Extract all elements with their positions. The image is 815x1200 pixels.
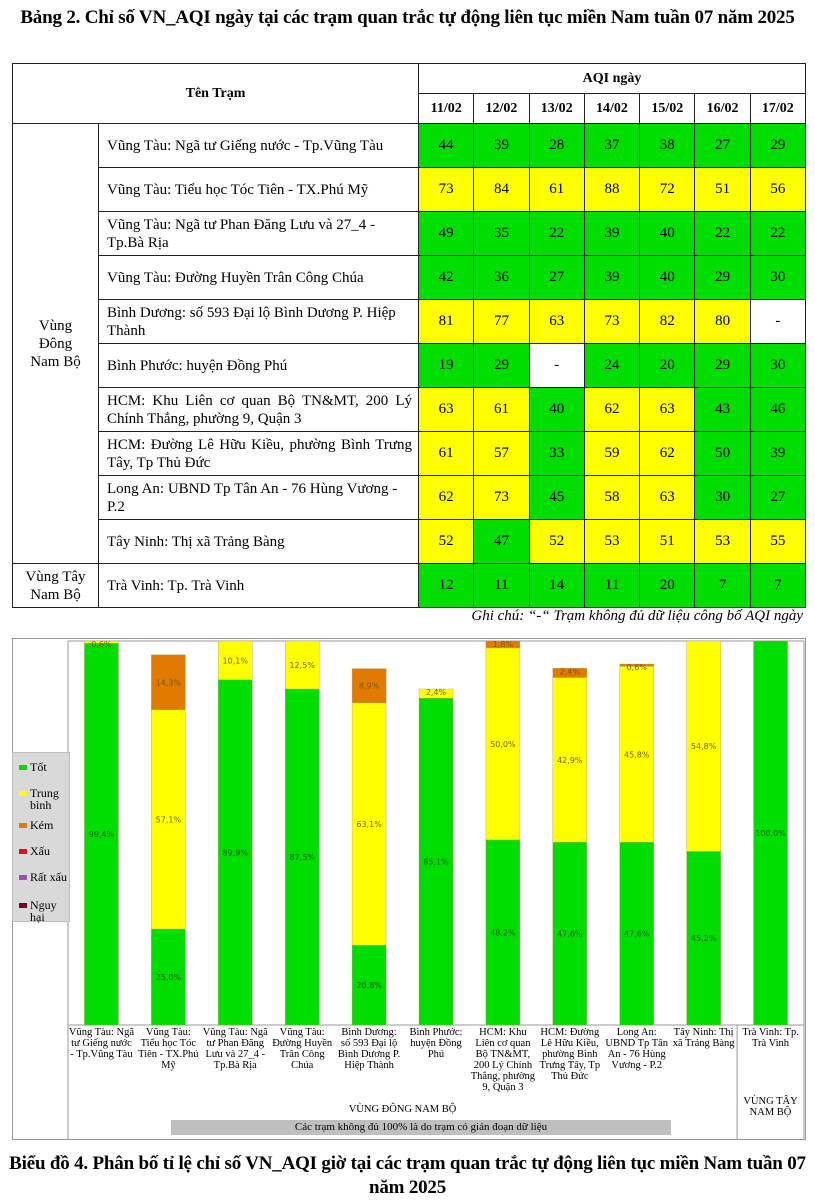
x-tick-label: Tây Ninh: Thị xã Trảng Bàng <box>672 1027 735 1049</box>
region-group-label: VÙNG ĐÔNG NAM BỘ <box>348 1104 457 1115</box>
aqi-value-cell: 52 <box>529 520 584 564</box>
data-label: 14,3% <box>155 678 182 688</box>
data-label: 0,6% <box>626 663 647 673</box>
station-name: Vũng Tàu: Đường Huyền Trân Công Chúa <box>99 256 419 300</box>
aqi-value-cell: 7 <box>695 564 750 608</box>
aqi-value-cell: 39 <box>584 256 639 300</box>
legend-swatch <box>19 765 27 770</box>
aqi-value-cell: 81 <box>419 300 474 344</box>
station-name: Vũng Tàu: Ngã tư Giếng nước - Tp.Vũng Tàu <box>99 124 419 168</box>
data-label: 42,9% <box>557 755 583 765</box>
aqi-value-cell: 53 <box>695 520 750 564</box>
aqi-value-cell: 61 <box>419 432 474 476</box>
header-station: Tên Trạm <box>13 64 419 124</box>
aqi-value-cell: 30 <box>695 476 750 520</box>
legend-item <box>19 871 70 883</box>
data-label: 54,8% <box>690 742 717 752</box>
legend-label: Trung bình <box>30 786 59 812</box>
data-label: 63,1% <box>356 819 382 829</box>
legend-item <box>19 819 70 831</box>
station-name: Tây Ninh: Thị xã Trảng Bàng <box>99 520 419 564</box>
aqi-value-cell: 61 <box>474 388 529 432</box>
aqi-value-cell: 63 <box>529 300 584 344</box>
legend-label: Xấu <box>30 844 50 858</box>
x-tick-label: Vũng Tàu: Ngã tư Giếng nước - Tp.Vũng Tàu <box>68 1027 135 1060</box>
chart-legend <box>12 752 70 922</box>
x-tick-label: HCM: Đường Lê Hữu Kiều, phường Bình Trưng Tây, Tp Thủ Đức <box>539 1027 601 1082</box>
legend-swatch <box>19 875 27 880</box>
aqi-value-cell: 52 <box>419 520 474 564</box>
aqi-value-cell: 62 <box>584 388 639 432</box>
data-label: 1,8% <box>492 640 514 649</box>
aqi-value-cell: 24 <box>584 344 639 388</box>
station-name: HCM: Khu Liên cơ quan Bộ TN&MT, 200 Lý Chính Thắng, phường 9, Quận 3 <box>99 388 419 432</box>
data-label: 57,1% <box>155 815 182 825</box>
header-date: 15/02 <box>640 94 695 124</box>
data-label: 8,9% <box>358 681 380 691</box>
data-label: 45,2% <box>690 934 717 944</box>
region-group-label: VÙNG TÂY NAM BỘ <box>743 1096 798 1118</box>
aqi-value-cell: 53 <box>584 520 639 564</box>
aqi-value-cell: 27 <box>529 256 584 300</box>
data-label: 47,6% <box>557 929 583 939</box>
aqi-value-cell: 51 <box>695 168 750 212</box>
legend-label: Nguy hại <box>30 898 57 924</box>
aqi-value-cell: 59 <box>584 432 639 476</box>
header-date: 13/02 <box>529 94 584 124</box>
legend-item <box>19 845 70 857</box>
aqi-value-cell: 7 <box>750 564 805 608</box>
legend-label: Rất xấu <box>30 870 67 884</box>
data-label: 47,6% <box>624 929 650 939</box>
aqi-value-cell: 22 <box>750 212 805 256</box>
x-tick-label: Trà Vinh: Tp. Trà Vinh <box>742 1027 799 1049</box>
aqi-value-cell: 63 <box>640 476 695 520</box>
legend-swatch <box>19 849 27 854</box>
aqi-value-cell: 62 <box>419 476 474 520</box>
data-label: 100,0% <box>755 829 786 838</box>
header-date: 12/02 <box>474 94 529 124</box>
table-note: Ghi chú: “-“ Trạm không đủ dữ liệu công bố AQI ngày <box>471 608 803 624</box>
aqi-value-cell: 20 <box>640 564 695 608</box>
x-tick-label: Bình Phước: huyện Đồng Phú <box>409 1027 463 1060</box>
aqi-value-cell: 11 <box>584 564 639 608</box>
aqi-value-cell: 55 <box>750 520 805 564</box>
header-date: 17/02 <box>750 94 805 124</box>
aqi-value-cell: 29 <box>750 124 805 168</box>
aqi-value-cell: 37 <box>584 124 639 168</box>
aqi-value-cell: - <box>750 300 805 344</box>
data-label: 99,4% <box>88 830 115 840</box>
x-tick-label: Vũng Tàu: Tiểu học Tóc Tiên - TX.Phú Mỹ <box>138 1027 199 1071</box>
aqi-value-cell: 61 <box>529 168 584 212</box>
aqi-value-cell: 58 <box>584 476 639 520</box>
aqi-value-cell: 12 <box>419 564 474 608</box>
chart-annotation: Các trạm không đủ 100% là do trạm có gián đoạn dữ liệu <box>171 1120 671 1135</box>
legend-item <box>19 787 70 811</box>
aqi-value-cell: 43 <box>695 388 750 432</box>
aqi-value-cell: 62 <box>640 432 695 476</box>
header-date: 14/02 <box>584 94 639 124</box>
aqi-value-cell: - <box>529 344 584 388</box>
x-tick-label: Bình Dương: số 593 Đại lộ Bình Dương P. Hiệp Thành <box>337 1027 401 1071</box>
data-label: 89,9% <box>222 848 248 858</box>
station-name: Vũng Tàu: Ngã tư Phan Đăng Lưu và 27_4 - Tp.Bà Rịa <box>99 212 419 256</box>
aqi-value-cell: 19 <box>419 344 474 388</box>
table-title: Bảng 2. Chỉ số VN_AQI ngày tại các trạm quan trắc tự động liên tục miền Nam tuần 07 năm 2025 <box>20 7 795 28</box>
aqi-value-cell: 14 <box>529 564 584 608</box>
aqi-value-cell: 50 <box>695 432 750 476</box>
aqi-value-cell: 38 <box>640 124 695 168</box>
aqi-value-cell: 29 <box>474 344 529 388</box>
aqi-value-cell: 73 <box>419 168 474 212</box>
aqi-value-cell: 45 <box>529 476 584 520</box>
aqi-value-cell: 44 <box>419 124 474 168</box>
aqi-value-cell: 57 <box>474 432 529 476</box>
aqi-value-cell: 82 <box>640 300 695 344</box>
aqi-value-cell: 40 <box>640 256 695 300</box>
data-label: 10,1% <box>222 656 248 666</box>
aqi-value-cell: 84 <box>474 168 529 212</box>
aqi-value-cell: 49 <box>419 212 474 256</box>
aqi-value-cell: 73 <box>584 300 639 344</box>
station-name: Bình Dương: số 593 Đại lộ Bình Dương P. Hiệp Thành <box>99 300 419 344</box>
region-cell: Vùng Tây Nam Bộ <box>13 564 99 608</box>
data-label: 20,8% <box>356 981 382 991</box>
legend-label: Tốt <box>30 760 47 774</box>
aqi-value-cell: 29 <box>695 256 750 300</box>
aqi-value-cell: 63 <box>640 388 695 432</box>
aqi-value-cell: 27 <box>750 476 805 520</box>
aqi-value-cell: 28 <box>529 124 584 168</box>
aqi-value-cell: 30 <box>750 256 805 300</box>
legend-swatch <box>19 903 27 908</box>
aqi-value-cell: 30 <box>750 344 805 388</box>
aqi-value-cell: 46 <box>750 388 805 432</box>
aqi-value-cell: 22 <box>529 212 584 256</box>
aqi-value-cell: 51 <box>640 520 695 564</box>
legend-item <box>19 761 70 773</box>
x-tick-label: Vũng Tàu: Ngã tư Phan Đăng Lưu và 27_4 - Tp.Bà Rịa <box>202 1027 268 1071</box>
aqi-value-cell: 29 <box>695 344 750 388</box>
aqi-value-cell: 73 <box>474 476 529 520</box>
data-label: 2,4% <box>425 688 447 697</box>
data-label: 48,2% <box>490 928 516 938</box>
legend-item <box>19 899 70 923</box>
aqi-value-cell: 20 <box>640 344 695 388</box>
data-label: 50,0% <box>490 739 516 749</box>
aqi-value-cell: 42 <box>419 256 474 300</box>
x-tick-label: HCM: Khu Liên cơ quan Bộ TN&MT, 200 Lý Chính Thắng, phường 9, Quận 3 <box>470 1027 536 1093</box>
aqi-value-cell: 77 <box>474 300 529 344</box>
station-name: Bình Phước: huyện Đồng Phú <box>99 344 419 388</box>
x-tick-label: Long An: UBND Tp Tân An - 76 Hùng Vương - P.2 <box>605 1027 669 1071</box>
aqi-value-cell: 11 <box>474 564 529 608</box>
aqi-value-cell: 33 <box>529 432 584 476</box>
data-label: 85,1% <box>423 857 449 867</box>
data-label: 0,6% <box>91 640 112 649</box>
station-name: Trà Vinh: Tp. Trà Vinh <box>99 564 419 608</box>
aqi-value-cell: 56 <box>750 168 805 212</box>
station-name: HCM: Đường Lê Hữu Kiều, phường Bình Trưng Tây, Tp Thủ Đức <box>99 432 419 476</box>
region-cell: Vùng Đông Nam Bộ <box>13 124 99 564</box>
header-aqi: AQI ngày <box>419 64 806 94</box>
aqi-value-cell: 36 <box>474 256 529 300</box>
station-name: Vũng Tàu: Tiểu học Tóc Tiên - TX.Phú Mỹ <box>99 168 419 212</box>
legend-swatch <box>19 791 27 796</box>
aqi-value-cell: 72 <box>640 168 695 212</box>
data-label: 2,4% <box>559 667 580 677</box>
data-label: 12,5% <box>289 661 315 670</box>
aqi-value-cell: 22 <box>695 212 750 256</box>
aqi-value-cell: 80 <box>695 300 750 344</box>
x-tick-label: Vũng Tàu: Đường Huyền Trân Công Chúa <box>272 1027 333 1071</box>
data-label: 25,0% <box>155 973 182 982</box>
aqi-value-cell: 39 <box>750 432 805 476</box>
data-label: 87,5% <box>289 853 315 862</box>
station-name: Long An: UBND Tp Tân An - 76 Hùng Vương - P.2 <box>99 476 419 520</box>
chart-title: Biểu đồ 4. Phân bố tỉ lệ chỉ số VN_AQI giờ tại các trạm quan trắc tự động liên tục miền Nam tuần 07 năm 2025 <box>9 1153 806 1198</box>
aqi-value-cell: 63 <box>419 388 474 432</box>
aqi-value-cell: 27 <box>695 124 750 168</box>
aqi-value-cell: 35 <box>474 212 529 256</box>
data-label: 45,8% <box>624 750 650 760</box>
header-date: 11/02 <box>419 94 474 124</box>
aqi-value-cell: 39 <box>474 124 529 168</box>
aqi-value-cell: 39 <box>584 212 639 256</box>
aqi-value-cell: 47 <box>474 520 529 564</box>
legend-swatch <box>19 823 27 828</box>
aqi-value-cell: 40 <box>529 388 584 432</box>
legend-label: Kém <box>30 818 54 832</box>
aqi-value-cell: 40 <box>640 212 695 256</box>
aqi-value-cell: 88 <box>584 168 639 212</box>
header-date: 16/02 <box>695 94 750 124</box>
